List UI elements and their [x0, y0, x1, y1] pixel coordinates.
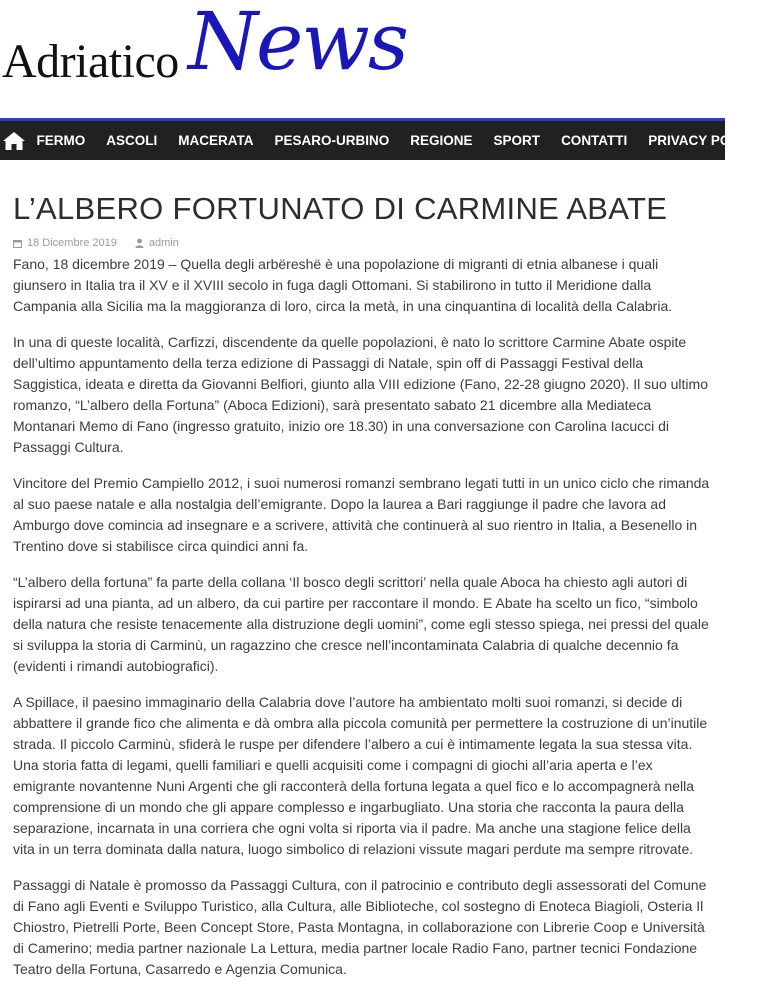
- article-container: [13, 160, 713, 995]
- nav-item-ascoli[interactable]: ASCOLI: [106, 133, 158, 148]
- user-icon: [135, 238, 144, 248]
- nav-item-pesaro-urbino[interactable]: PESARO-URBINO: [274, 133, 390, 148]
- article-date[interactable]: 18 Dicembre 2019: [27, 237, 117, 249]
- article-author[interactable]: admin: [148, 237, 179, 249]
- site-logo[interactable]: [0, 0, 407, 110]
- logo-adriatico-text: Adriatico: [2, 35, 179, 88]
- nav-item-macerata[interactable]: MACERATA: [178, 133, 254, 148]
- logo-news-text: News: [188, 0, 407, 88]
- article-body: [13, 254, 713, 980]
- article-meta: [13, 236, 713, 250]
- article-paragraph: In una di queste località, Carfizzi, discendente da quelle popolazioni, è nato lo scrittore Carmine Abate ospite dell’ultimo appuntamento della terza edizione di Passaggi di Natale, spin off di Passaggi Festival della Saggistica, ideata e diretta da Giovanni Belfiori, giunto alla VIII edizione (Fano, 22-28 giugno 2020). Il suo ultimo romanzo, “L’albero della Fortuna” (Aboca Edizioni), sarà presentato sabato 21 dicembre alla Mediateca Montanari Memo di Fano (ingresso gratuito, inizio ore 18.30) in una conversazione con Carolina Iacucci di Passaggi Cultura.: [13, 334, 708, 455]
- nav-item-regione[interactable]: REGIONE: [410, 133, 473, 148]
- article-paragraph: Vincitore del Premio Campiello 2012, i suoi numerosi romanzi sembrano legati tutti in un unico ciclo che rimanda al suo paese natale e alla nostalgia dell’emigrante. Dopo la laurea a Bari raggiunge il padre che lavora ad Amburgo dove comincia ad insegnare e a scrivere, attività che continuerà al suo rientro in Italia, a Besenello in Trentino dove si stabilisce circa quindici anni fa.: [13, 475, 710, 554]
- home-icon: [2, 131, 26, 151]
- nav-item-fermo[interactable]: FERMO: [36, 133, 86, 148]
- site-header: [0, 0, 725, 118]
- nav-item-sport[interactable]: SPORT: [493, 133, 541, 148]
- nav-item-privacy-policy[interactable]: PRIVACY POLICY: [648, 133, 762, 148]
- article-title: L’ALBERO FORTUNATO DI CARMINE ABATE: [13, 191, 668, 226]
- nav-item-contatti[interactable]: CONTATTI: [561, 133, 628, 148]
- article-paragraph: A Spillace, il paesino immaginario della Calabria dove l’autore ha ambientato molti suoi romanzi, si decide di abbattere il grande fico che alimenta e dà ombra alla piccola comunità per permettere la costruzione di un’inutile strada. Il piccolo Carminù, sfiderà le ruspe per difendere l’albero a cui è intimamente legata la sua stessa vita. Una storia fatta di legami, quelli familiari e quelli acquisiti come i compagni di giochi all’aria aperta e l’ex emigrante novantenne Nuni Argenti che gli racconterà della fortuna legata a quel fico e lo accompagnerà nella comprensione di un mondo che gli appare complesso e ingarbugliato. Una storia che racconta la paura della separazione, incarnata in una corriera che ogni volta si riporta via il padre. Ma anche una stagione felice della vita in un terra dominata dalla natura, luogo simbolico di relazioni vissute magari perdute ma sempre ritrovate.: [13, 694, 708, 857]
- article-paragraph: “L’albero della fortuna” fa parte della collana ‘Il bosco degli scrittori’ nella quale Aboca ha chiesto agli autori di ispirarsi ad una pianta, ad un albero, da cui partire per raccontare il mondo. E Abate ha scelto un fico, “simbolo della natura che resiste tenacemente alla distruzione degli uomini”, come egli stesso spiega, nei pressi del quale si sviluppa la storia di Carminù, un ragazzino che cresce nell’incontaminata Calabria di qualche decennio fa (evidenti i rimandi autobiografici).: [13, 574, 709, 674]
- calendar-icon: [13, 239, 22, 248]
- article-paragraph: Passaggi di Natale è promosso da Passaggi Cultura, con il patrocinio e contributo degli assessorati del Comune di Fano agli Eventi e Sviluppo Turistico, alla Cultura, alle Biblioteche, col sostegno di Enoteca Biagioli, Osteria Il Chiostro, Pietrelli Porte, Been Concept Store, Pasta Montagna, in collaborazione con Librerie Coop e Università di Camerino; media partner nazionale La Lettura, media partner locale Radio Fano, partner tecnici Fondazione Teatro della Fortuna, Casarredo e Agenzia Comunica.: [13, 877, 707, 977]
- nav-home-button[interactable]: [2, 121, 26, 160]
- article-paragraph: Fano, 18 dicembre 2019 – Quella degli arbëreshë è una popolazione di migranti di etnia albanese i quali giunsero in Italia tra il XV e il XVIII secolo in fuga dagli Ottomani. Si stabilirono in tutto il Meridione dalla Campania alla Sicilia ma la maggioranza di loro, circa la metà, in una cinquantina di località della Calabria.: [13, 256, 673, 314]
- main-navigation: [0, 118, 762, 160]
